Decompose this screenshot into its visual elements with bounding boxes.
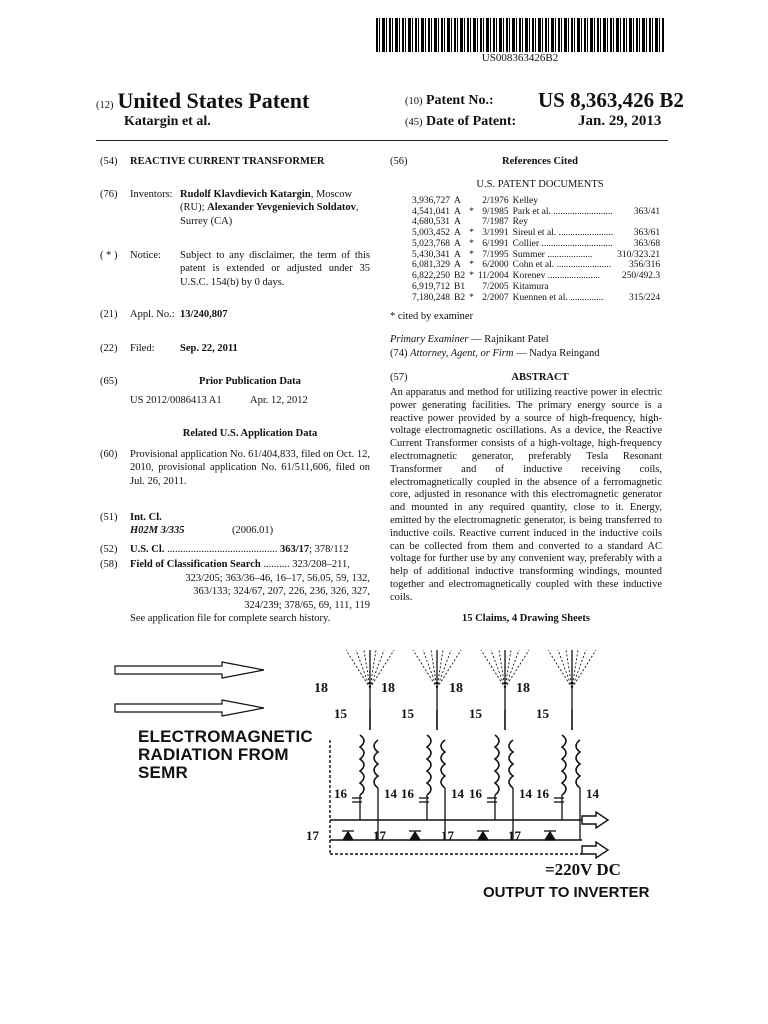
ref-14-label: 14 bbox=[451, 786, 464, 801]
reference-num: 5,003,452 bbox=[412, 228, 450, 239]
code-22: (22) bbox=[100, 343, 118, 354]
ref-14-label: 14 bbox=[519, 786, 532, 801]
antenna-ray bbox=[481, 650, 505, 688]
field-search-line bbox=[130, 558, 350, 571]
reference-kind: A bbox=[454, 238, 461, 249]
reference-name: Rey bbox=[512, 217, 528, 228]
appl-no-label: Appl. No.: bbox=[130, 309, 175, 320]
notice-label: Notice: bbox=[130, 250, 161, 261]
reference-name: Cohn et al. ....................... bbox=[512, 260, 612, 271]
output-arrow-1 bbox=[582, 812, 608, 828]
reference-date: 9/1985 bbox=[482, 206, 509, 217]
reference-num: 3,936,727 bbox=[412, 196, 450, 206]
secondary-coil-1 bbox=[374, 740, 378, 788]
antenna-ray bbox=[423, 650, 437, 688]
ref-17-label: 17 bbox=[508, 828, 521, 843]
code-60: (60) bbox=[100, 449, 118, 460]
antenna-ray bbox=[356, 650, 370, 688]
antenna-ray bbox=[437, 650, 443, 688]
ref-17-label: 17 bbox=[373, 828, 386, 843]
reference-row bbox=[412, 217, 664, 228]
inventor-1-name: Rudolf Klavdievich Katargin bbox=[180, 189, 311, 200]
reference-cls: 363/61 bbox=[633, 228, 661, 239]
reference-date: 7/1995 bbox=[482, 249, 509, 260]
primary-coil-4 bbox=[562, 710, 572, 795]
code-45: (45) bbox=[405, 117, 423, 128]
references-list bbox=[412, 196, 662, 303]
field-search-line-2: 363/133; 324/67, 207, 226, 236, 326, 327, bbox=[193, 586, 370, 598]
patent-date: Jan. 29, 2013 bbox=[578, 113, 662, 129]
country-title: United States Patent bbox=[117, 88, 310, 113]
reference-date: 11/2004 bbox=[477, 271, 509, 282]
reference-star: * bbox=[469, 206, 474, 217]
radiation-arrows bbox=[115, 662, 264, 716]
reference-cls: 363/68 bbox=[633, 238, 661, 249]
int-cl-label: Int. Cl. bbox=[130, 512, 162, 523]
date-label: Date of Patent: bbox=[426, 114, 517, 129]
references-table bbox=[412, 196, 664, 303]
reference-row bbox=[412, 228, 664, 239]
diode-2 bbox=[410, 832, 420, 840]
reference-kind: A bbox=[454, 260, 461, 271]
inventor-2-location: , Surrey (CA) bbox=[180, 202, 359, 227]
code-12: (12) bbox=[96, 100, 114, 111]
reference-date: 3/1991 bbox=[482, 228, 509, 239]
reference-name: Kelley bbox=[512, 196, 538, 206]
prior-publication-date: Apr. 12, 2012 bbox=[250, 395, 308, 406]
us-patent-documents-heading: U.S. PATENT DOCUMENTS bbox=[476, 179, 604, 190]
reference-star: * bbox=[469, 249, 474, 260]
reference-row bbox=[412, 239, 664, 250]
field-search-first: 323/208–211, bbox=[289, 559, 350, 570]
ref-15-label: 15 bbox=[469, 706, 482, 721]
patent-title-line bbox=[96, 88, 309, 114]
reference-date: 2/2007 bbox=[482, 292, 509, 303]
filed-value: Sep. 22, 2011 bbox=[180, 343, 238, 354]
ref-15-label: 15 bbox=[401, 706, 414, 721]
code-76: (76) bbox=[100, 189, 118, 200]
reference-cls: 363/41 bbox=[633, 206, 661, 217]
diode-4 bbox=[545, 832, 555, 840]
antenna-ray bbox=[370, 650, 376, 688]
ref-14-label: 14 bbox=[586, 786, 599, 801]
reference-kind: A bbox=[454, 196, 461, 206]
field-search-line-3: 324/239; 378/65, 69, 111, 119 bbox=[244, 599, 370, 611]
reference-star: * bbox=[469, 238, 474, 249]
ref-16-label: 16 bbox=[469, 786, 482, 801]
us-cl-rest: ; 378/112 bbox=[309, 544, 349, 555]
primary-examiner-label: Primary Examiner bbox=[390, 334, 469, 345]
inventors-text bbox=[180, 188, 370, 228]
antenna-4 bbox=[548, 650, 596, 710]
reference-name: Kitamura bbox=[512, 281, 549, 292]
field-search-lines bbox=[130, 572, 370, 612]
int-cl-year: (2006.01) bbox=[232, 525, 274, 536]
filed-label: Filed: bbox=[130, 343, 155, 354]
prior-publication-number: US 2012/0086413 A1 bbox=[130, 395, 222, 406]
antenna-ray bbox=[505, 650, 511, 688]
invention-title: REACTIVE CURRENT TRANSFORMER bbox=[130, 156, 325, 167]
reference-date: 6/2000 bbox=[482, 260, 509, 271]
primary-coil-3 bbox=[495, 710, 505, 795]
radiation-arrow-2 bbox=[115, 700, 264, 716]
barcode bbox=[376, 18, 664, 52]
cited-by-examiner: * cited by examiner bbox=[390, 311, 474, 322]
inventor-short: Katargin et al. bbox=[124, 114, 211, 129]
reference-kind: B2 bbox=[454, 292, 466, 303]
reference-name: Collier .............................. bbox=[512, 238, 613, 249]
header-rule bbox=[96, 140, 668, 141]
barcode-number: US008363426B2 bbox=[481, 52, 559, 64]
claims-sheets: 15 Claims, 4 Drawing Sheets bbox=[461, 613, 591, 624]
ref-18-label: 18 bbox=[516, 681, 530, 696]
reference-kind: B2 bbox=[454, 271, 466, 282]
secondary-coil-3 bbox=[509, 740, 513, 788]
diode-1 bbox=[343, 832, 353, 840]
radiation-label-line-1: ELECTROMAGNETIC bbox=[138, 727, 313, 746]
reference-star: * bbox=[469, 271, 474, 282]
reference-num: 7,180,248 bbox=[412, 292, 450, 303]
diode-3 bbox=[478, 832, 488, 840]
reference-kind: B1 bbox=[454, 281, 466, 292]
antenna-ray bbox=[491, 650, 505, 688]
reference-name: Kuennen et al. .............. bbox=[512, 292, 604, 303]
reference-star bbox=[469, 217, 478, 228]
provisional-text: Provisional application No. 61/404,833, filed on Oct. 12, 2010, provisional application No. 61/511,606, filed on Jul. 26, 2011. bbox=[130, 449, 370, 487]
antenna-ray bbox=[572, 650, 596, 688]
reference-cls bbox=[617, 282, 664, 293]
antenna-ray bbox=[572, 650, 586, 688]
reference-num: 5,430,341 bbox=[412, 249, 450, 260]
reference-date: 7/1987 bbox=[482, 217, 509, 228]
antenna-ray bbox=[346, 650, 370, 688]
related-data-heading: Related U.S. Application Data bbox=[182, 428, 318, 439]
inventor-2-name: Alexander Yevgenievich Soldatov bbox=[207, 202, 356, 214]
reference-star: * bbox=[469, 228, 474, 239]
reference-kind: A bbox=[454, 217, 461, 228]
ref-16-label: 16 bbox=[401, 786, 414, 801]
antenna-ray bbox=[431, 650, 437, 688]
antenna-ray bbox=[413, 650, 437, 688]
code-54: (54) bbox=[100, 156, 118, 167]
references-heading: References Cited bbox=[502, 156, 578, 167]
field-search-line-1: 323/205; 363/36–46, 16–17, 56.05, 59, 132, bbox=[185, 573, 370, 584]
ref-18-label: 18 bbox=[314, 681, 328, 696]
code-74: (74) bbox=[390, 348, 408, 359]
reference-row bbox=[412, 250, 664, 261]
code-57: (57) bbox=[390, 372, 408, 383]
reference-star: * bbox=[469, 260, 474, 271]
int-cl-class: H02M 3/335 bbox=[130, 525, 185, 536]
reference-row bbox=[412, 196, 664, 207]
us-cl-line bbox=[130, 543, 349, 556]
reference-cls: 315/224 bbox=[629, 292, 661, 303]
reference-star bbox=[469, 196, 478, 207]
inventors-label: Inventors: bbox=[130, 189, 173, 200]
reference-num: 6,081,329 bbox=[412, 260, 450, 271]
reference-date: 2/1976 bbox=[482, 196, 509, 206]
primary-coil-2 bbox=[427, 710, 437, 795]
antenna-2 bbox=[413, 650, 461, 710]
reference-date: 6/1991 bbox=[482, 238, 509, 249]
reference-date: 7/2005 bbox=[482, 281, 509, 292]
us-cl-main: 363/17 bbox=[279, 544, 310, 555]
reference-cls bbox=[617, 217, 664, 228]
patent-number-row bbox=[405, 93, 494, 109]
radiation-label-line-2: RADIATION FROM bbox=[138, 744, 289, 764]
notice-code: ( * ) bbox=[100, 250, 118, 261]
ref-16-label: 16 bbox=[334, 786, 347, 801]
prior-publication-heading: Prior Publication Data bbox=[199, 376, 301, 387]
reference-kind: A bbox=[454, 206, 461, 217]
field-search-label: Field of Classification Search bbox=[130, 559, 261, 570]
reference-star bbox=[469, 282, 478, 293]
abstract-heading: ABSTRACT bbox=[511, 372, 569, 383]
code-51: (51) bbox=[100, 512, 118, 523]
ref-15-label: 15 bbox=[536, 706, 549, 721]
ref-17-label: 17 bbox=[441, 828, 454, 843]
reference-name: Park et al. ......................... bbox=[512, 206, 613, 217]
reference-num: 5,023,768 bbox=[412, 238, 450, 249]
date-row bbox=[405, 114, 516, 130]
secondary-coil-2 bbox=[441, 740, 445, 788]
reference-row bbox=[412, 293, 664, 304]
attorney-line bbox=[390, 347, 600, 360]
reference-row bbox=[412, 207, 664, 218]
patent-no-label: Patent No.: bbox=[426, 93, 494, 108]
output-arrow-2 bbox=[582, 842, 608, 858]
antenna-ray bbox=[572, 650, 578, 688]
reference-row bbox=[412, 282, 664, 293]
circuit-figure bbox=[0, 640, 768, 900]
primary-examiner-name: — Rajnikant Patel bbox=[468, 334, 549, 345]
reference-cls bbox=[617, 196, 664, 207]
ref-16-label: 16 bbox=[536, 786, 549, 801]
ref-15-label: 15 bbox=[334, 706, 347, 721]
code-56: (56) bbox=[390, 156, 408, 167]
notice-text: Subject to any disclaimer, the term of this patent is extended or adjusted under 35 U.S.C. 154(b) by 0 days. bbox=[180, 250, 370, 288]
output-voltage: =220V DC bbox=[545, 860, 621, 879]
abstract-text: An apparatus and method for utilizing reactive power in electric power generating facilities. The primary energy source is a reactive power provided by a source of high-frequency, high-voltage electromagnetic oscillations. As a device, the Reactive Current Transformer consists of a high-voltage, high-frequency electromagnetic generator, preferably Tesla Resonant Transformer and of inductive receiving coils, electromagnetically coupled in the absence of a ferromagnetic core, adjusted in resonance with this electromagnetic generator and mounted in any required quantity, close to it. Energy, emitted by the electromagnetic generator, is being transferred to inductive coils. Reactive current induced in the inductive coils can be collected from them and converted to a standard AC voltage for further use by any convenient way, preferably with a help of additional inductive transforming windings, mounted together and electromagnetically coupled with these inductive coils. bbox=[390, 387, 662, 603]
antenna-ray bbox=[548, 650, 572, 688]
ref-18-label: 18 bbox=[449, 681, 463, 696]
reference-cls: 310/323.21 bbox=[617, 249, 661, 260]
reference-kind: A bbox=[454, 249, 461, 260]
reference-cls: 356/316 bbox=[629, 260, 661, 271]
ref-17-label: 17 bbox=[306, 828, 319, 843]
ref-18-label: 18 bbox=[381, 681, 395, 696]
reference-star: * bbox=[469, 292, 474, 303]
patent-number: US 8,363,426 B2 bbox=[538, 88, 684, 112]
primary-examiner-line bbox=[390, 333, 549, 346]
reference-num: 4,541,041 bbox=[412, 206, 450, 217]
radiation-label bbox=[138, 728, 313, 782]
reference-num: 4,680,531 bbox=[412, 217, 450, 228]
primary-coil-1 bbox=[360, 710, 370, 795]
code-10: (10) bbox=[405, 96, 423, 107]
reference-cls: 250/492.3 bbox=[621, 271, 661, 282]
appl-no-value: 13/240,807 bbox=[180, 309, 228, 320]
reference-kind: A bbox=[454, 228, 461, 239]
antenna-1 bbox=[346, 650, 394, 710]
us-cl-label: U.S. Cl. bbox=[130, 544, 165, 555]
reference-name: Sireul et al. ....................... bbox=[512, 228, 614, 239]
radiation-label-line-3: SEMR bbox=[138, 762, 188, 782]
reference-num: 6,822,250 bbox=[412, 271, 450, 282]
attorney-name: — Nadya Reingand bbox=[513, 348, 600, 359]
code-21: (21) bbox=[100, 309, 118, 320]
antenna-ray bbox=[499, 650, 505, 688]
reference-num: 6,919,712 bbox=[412, 281, 450, 292]
reference-row bbox=[412, 271, 664, 282]
ref-14-label: 14 bbox=[384, 786, 397, 801]
reference-name: Summer ................... bbox=[512, 249, 593, 260]
code-65: (65) bbox=[100, 376, 118, 387]
attorney-label: Attorney, Agent, or Firm bbox=[410, 348, 514, 359]
secondary-coil-4 bbox=[576, 740, 580, 788]
reference-row bbox=[412, 260, 664, 271]
antenna-ray bbox=[364, 650, 370, 688]
reference-name: Korenev ...................... bbox=[512, 271, 600, 282]
code-52: (52) bbox=[100, 544, 118, 555]
antenna-3 bbox=[481, 650, 529, 710]
see-application-note: See application file for complete search history. bbox=[130, 613, 331, 624]
code-58: (58) bbox=[100, 559, 118, 570]
antenna-ray bbox=[558, 650, 572, 688]
us-cl-dots: .......................................... bbox=[164, 544, 278, 555]
radiation-arrow-1 bbox=[115, 662, 264, 678]
field-search-dots: .......... bbox=[260, 559, 290, 570]
output-label: OUTPUT TO INVERTER bbox=[483, 884, 650, 901]
inventor-1-location: , Moscow (RU); bbox=[180, 189, 353, 214]
antenna-ray bbox=[566, 650, 572, 688]
